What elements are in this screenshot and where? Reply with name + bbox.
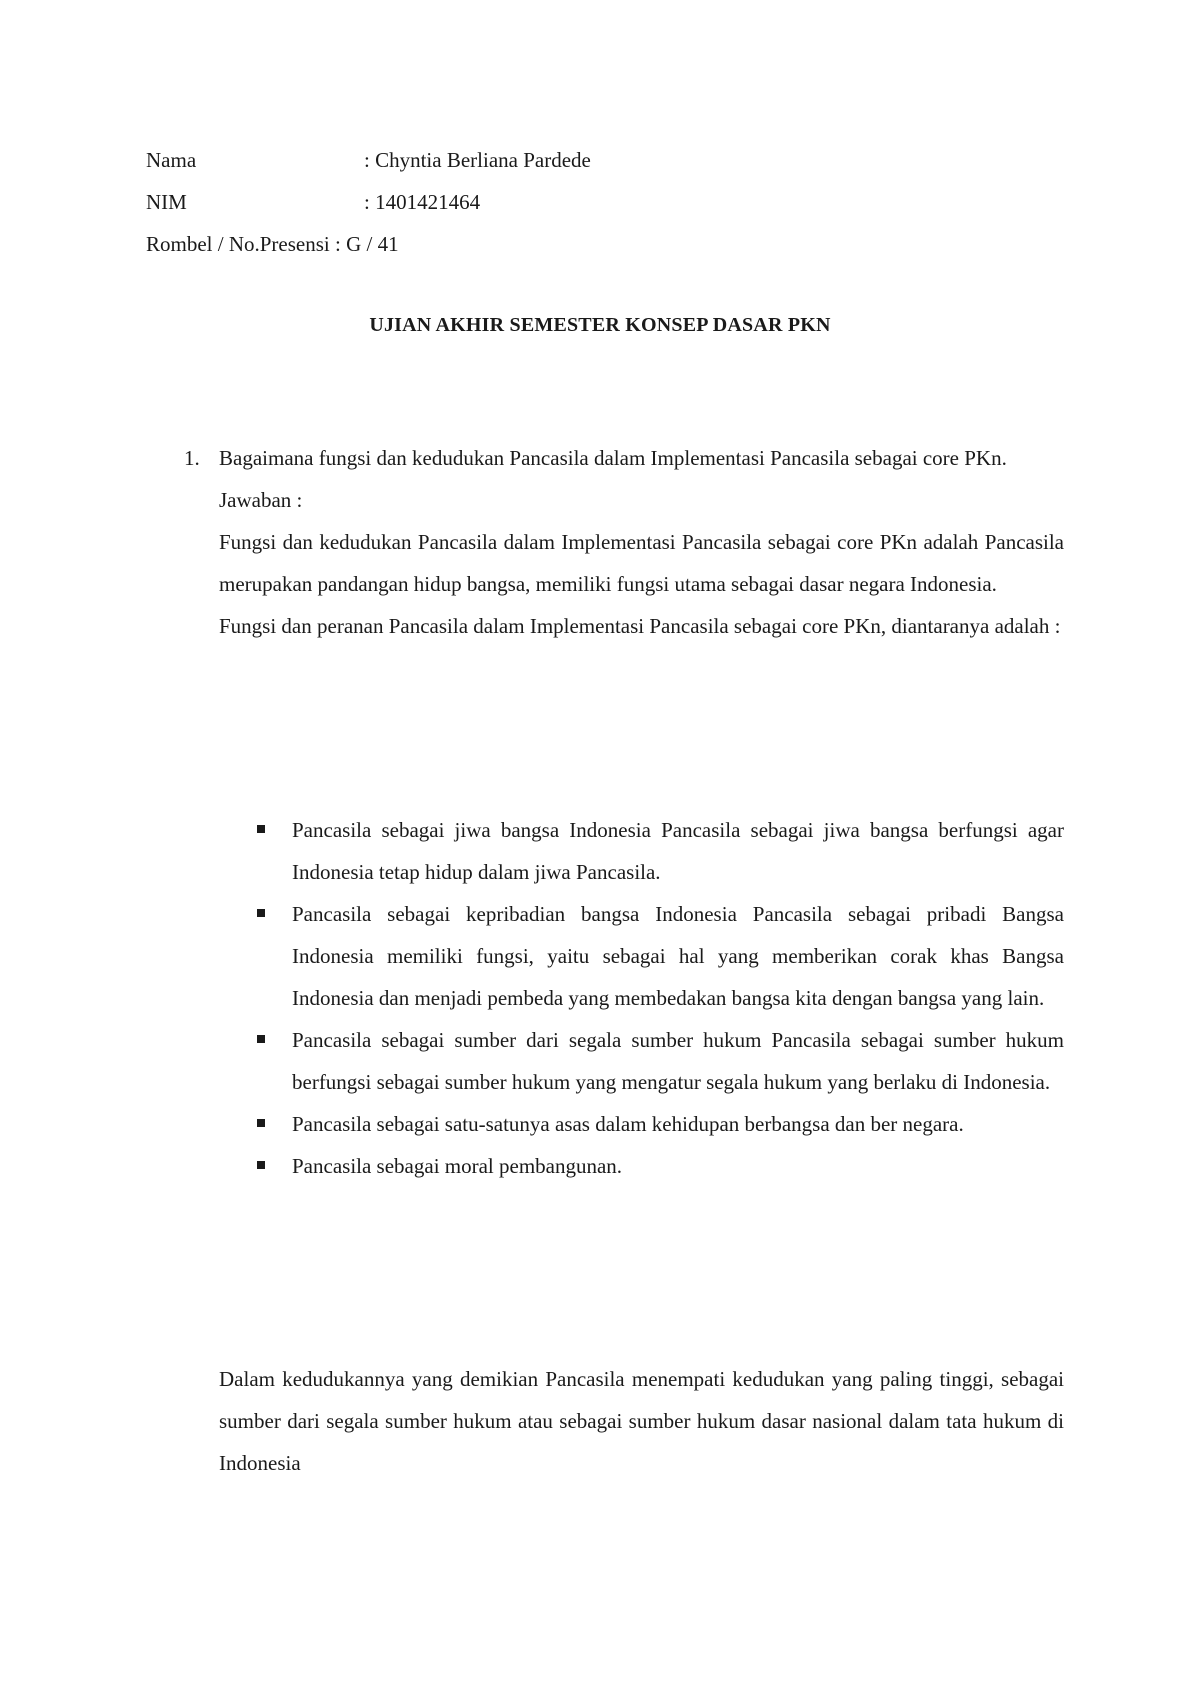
list-item <box>257 809 1064 893</box>
bullet-list <box>257 809 1064 1187</box>
question-text: Bagaimana fungsi dan kedudukan Pancasila dalam Implementasi Pancasila sebagai core PKn. <box>219 446 1007 470</box>
list-item-text: Pancasila sebagai kepribadian bangsa Indonesia Pancasila sebagai pribadi Bangsa Indonesia memiliki fungsi, yaitu sebagai hal yang memberikan corak khas Bangsa Indonesia dan menjadi pembeda yang membedakan bangsa kita dengan bangsa yang lain. <box>292 902 1064 1010</box>
rombel-value: : G / 41 <box>329 232 399 256</box>
list-item-text: Pancasila sebagai jiwa bangsa Indonesia Pancasila sebagai jiwa bangsa berfungsi agar Indonesia tetap hidup dalam jiwa Pancasila. <box>292 818 1064 884</box>
closing-paragraph: Dalam kedudukannya yang demikian Pancasila menempati kedudukan yang paling tinggi, sebagai sumber dari segala sumber hukum atau sebagai sumber hukum dasar nasional dalam tata hukum di Indonesia <box>219 1367 1064 1475</box>
name-row <box>146 145 591 175</box>
list-item <box>257 1145 1064 1187</box>
rombel-label: Rombel / No.Presensi <box>146 232 330 256</box>
answer-label: Jawaban : <box>219 488 303 512</box>
nim-row <box>146 187 480 217</box>
square-bullet-icon <box>257 1035 265 1043</box>
square-bullet-icon <box>257 1161 265 1169</box>
nim-value: : 1401421464 <box>364 190 481 214</box>
list-item <box>257 1103 1064 1145</box>
list-item-text: Pancasila sebagai sumber dari segala sumber hukum Pancasila sebagai sumber hukum berfungsi sebagai sumber hukum yang mengatur segala hukum yang berlaku di Indonesia. <box>292 1028 1064 1094</box>
list-item <box>257 893 1064 1019</box>
list-item-text: Pancasila sebagai satu-satunya asas dalam kehidupan berbangsa dan ber negara. <box>292 1112 964 1136</box>
question-block <box>184 437 1064 647</box>
question-number: 1. <box>184 446 200 470</box>
square-bullet-icon <box>257 1119 265 1127</box>
question-body <box>219 437 1064 647</box>
answer-paragraph-1: Fungsi dan kedudukan Pancasila dalam Implementasi Pancasila sebagai core PKn adalah Pancasila merupakan pandangan hidup bangsa, memiliki fungsi utama sebagai dasar negara Indonesia. <box>219 530 1064 596</box>
name-label: Nama <box>146 148 197 172</box>
page-title: UJIAN AKHIR SEMESTER KONSEP DASAR PKN <box>369 314 831 336</box>
answer-paragraph-2: Fungsi dan peranan Pancasila dalam Implementasi Pancasila sebagai core PKn, diantaranya adalah : <box>219 614 1061 638</box>
square-bullet-icon <box>257 909 265 917</box>
rombel-row <box>146 229 399 259</box>
list-item-text: Pancasila sebagai moral pembangunan. <box>292 1154 623 1178</box>
name-value: : Chyntia Berliana Pardede <box>364 148 591 172</box>
list-item <box>257 1019 1064 1103</box>
square-bullet-icon <box>257 825 265 833</box>
nim-label: NIM <box>146 190 187 214</box>
